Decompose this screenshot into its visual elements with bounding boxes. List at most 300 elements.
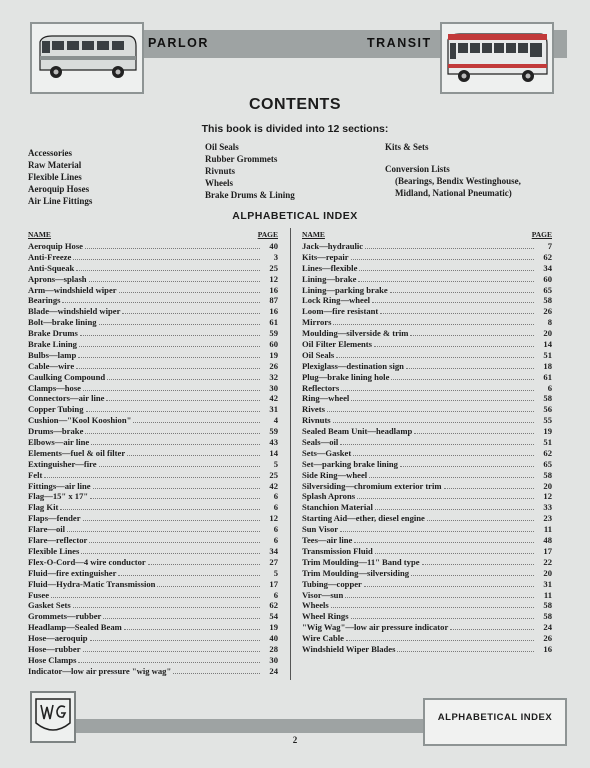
index-entry: [302, 426, 552, 437]
dot-leader: [76, 263, 260, 271]
index-entry-page: 30: [269, 654, 278, 665]
index-entry-name: Connectors—air line: [28, 393, 105, 404]
section-item: Raw Material: [28, 160, 82, 170]
index-entry-page: 51: [543, 349, 552, 360]
index-entry-name: Fluid—fire extinguisher: [28, 567, 117, 578]
index-entry: [302, 459, 552, 470]
index-entry: [302, 285, 552, 296]
dot-leader: [331, 600, 534, 608]
index-entry-page: 42: [269, 480, 278, 491]
index-entry-page: 58: [543, 393, 552, 404]
index-entry-name: Ring—wheel: [302, 393, 350, 404]
index-entry-page: 7: [547, 241, 552, 251]
conversion-detail: (Bearings, Bendix Westinghouse,: [395, 176, 521, 186]
dot-leader: [375, 546, 534, 554]
index-entry-name: Grommets—rubber: [28, 611, 102, 622]
section-item: Flexible Lines: [28, 172, 82, 182]
index-entry: [28, 415, 278, 426]
index-entry-page: 6: [273, 502, 278, 513]
index-entry-page: 4: [273, 415, 278, 426]
index-entry-name: Wheel Rings: [302, 611, 349, 622]
index-entry: [28, 361, 278, 372]
index-entry-name: Hose Clamps: [28, 654, 77, 665]
index-entry: [302, 306, 552, 317]
section-item: Rubber Grommets: [205, 154, 278, 164]
dot-leader: [450, 622, 534, 630]
index-entry-name: Anti-Squeak: [28, 262, 75, 273]
dot-leader: [118, 568, 260, 576]
dot-leader: [78, 350, 260, 358]
index-entry-name: Silversiding—chromium exterior trim: [302, 480, 442, 491]
index-entry-name: Hose—aeroquip: [28, 633, 88, 644]
index-entry-page: 34: [269, 545, 278, 556]
page-number: 2: [292, 735, 298, 745]
index-entry: [302, 437, 552, 448]
index-entry-name: Extinguisher—fire: [28, 458, 97, 469]
index-entry: [28, 524, 278, 535]
index-entry-name: Moulding—silverside & trim: [302, 328, 409, 339]
dot-leader: [81, 546, 260, 554]
index-entry-name: Lining—parking brake: [302, 284, 388, 295]
index-entry-page: 31: [543, 578, 552, 589]
index-entry: [302, 404, 552, 415]
parlor-bus-illustration: [30, 22, 144, 94]
index-entry-page: 24: [543, 622, 552, 633]
index-entry-page: 59: [269, 426, 278, 437]
dot-leader: [157, 579, 260, 587]
name-header: NAME: [302, 230, 325, 239]
index-entry-name: Indicator—low air pressure "wig wag": [28, 665, 172, 676]
index-entry-name: Fluid—Hydra-Matic Transmission: [28, 578, 156, 589]
index-entry-name: Trim Moulding—silversiding: [302, 567, 410, 578]
section-item: Rivnuts: [205, 166, 236, 176]
dot-leader: [89, 535, 260, 543]
index-entry-name: Bulbs—lamp: [28, 349, 77, 360]
index-entry: [302, 415, 552, 426]
section-item-conversion: Conversion Lists: [385, 164, 450, 174]
index-entry: [302, 383, 552, 394]
dot-leader: [365, 241, 534, 249]
index-entry: [28, 568, 278, 579]
index-column-header: [28, 229, 278, 240]
dot-leader: [333, 317, 534, 325]
index-entry-page: 5: [273, 567, 278, 578]
index-entry-name: Cushion—"Kool Kooshion": [28, 415, 132, 426]
index-entry: [302, 611, 552, 622]
index-entry: [302, 557, 552, 568]
dot-leader: [83, 644, 260, 652]
dot-leader: [173, 666, 260, 674]
index-entry-page: 62: [543, 447, 552, 458]
dot-leader: [358, 274, 534, 282]
index-entry-page: 19: [269, 622, 278, 633]
index-entry-page: 3: [273, 251, 278, 262]
dot-leader: [124, 622, 260, 630]
index-entry-page: 58: [543, 295, 552, 306]
dot-leader: [62, 295, 260, 303]
section-item: Air Line Fittings: [28, 196, 93, 206]
index-entry-name: Felt: [28, 469, 43, 480]
index-entry-page: 59: [269, 328, 278, 339]
index-entry-name: Kits—repair: [302, 251, 349, 262]
index-entry-name: Jack—hydraulic: [302, 241, 364, 251]
dot-leader: [119, 285, 260, 293]
index-entry-name: Cable—wire: [28, 360, 75, 371]
index-entry-page: 61: [543, 371, 552, 382]
index-entry: [28, 252, 278, 263]
index-entry-page: 14: [543, 339, 552, 350]
index-entry-name: Arm—windshield wiper: [28, 284, 117, 295]
index-entry-name: Brake Lining: [28, 339, 77, 350]
index-entry-name: Sun Visor: [302, 524, 339, 535]
index-entry-page: 40: [269, 633, 278, 644]
index-entry-name: Lock Ring—wheel: [302, 295, 371, 306]
index-entry-name: Hose—rubber: [28, 643, 81, 654]
index-entry-name: Lining—brake: [302, 273, 357, 284]
section-item: Aeroquip Hoses: [28, 184, 90, 194]
index-entry-name: Rivnuts: [302, 415, 331, 426]
index-entry: [28, 404, 278, 415]
index-entry: [302, 263, 552, 274]
page-header: PAGE: [257, 230, 278, 239]
section-item: Brake Drums & Lining: [205, 190, 295, 200]
index-entry-name: Lines—flexible: [302, 262, 358, 273]
index-entry: [28, 491, 278, 502]
index-entry-name: Aeroquip Hose: [28, 241, 83, 251]
index-entry-name: Flexible Lines: [28, 545, 80, 556]
index-entry-page: 19: [543, 426, 552, 437]
index-entry-name: Gasket Sets: [28, 600, 71, 611]
dot-leader: [351, 611, 534, 619]
index-entry-page: 25: [269, 262, 278, 273]
index-entry-name: Elbows—air line: [28, 437, 90, 448]
index-entry: [302, 590, 552, 601]
index-entry-name: Flare—oil: [28, 524, 66, 535]
dot-leader: [427, 513, 534, 521]
index-entry: [302, 481, 552, 492]
index-entry-name: Flag Kit: [28, 502, 59, 513]
index-entry-name: Transmission Fluid: [302, 545, 373, 556]
dot-leader: [73, 252, 260, 260]
index-entry-page: 62: [269, 600, 278, 611]
index-entry-page: 18: [543, 360, 552, 371]
index-entry-page: 60: [269, 339, 278, 350]
index-entry-name: Tees—air line: [302, 535, 353, 546]
index-entry: [28, 546, 278, 557]
index-entry: [28, 502, 278, 513]
index-entry-name: Oil Seals: [302, 349, 335, 360]
index-entry-page: 58: [543, 469, 552, 480]
index-entry: [302, 470, 552, 481]
dot-leader: [375, 502, 534, 510]
dot-leader: [346, 633, 534, 641]
dot-leader: [99, 317, 260, 325]
index-entry-page: 12: [269, 513, 278, 524]
index-entry: [28, 600, 278, 611]
index-entry: [302, 372, 552, 383]
index-entry-page: 58: [543, 600, 552, 611]
section-item: Wheels: [205, 178, 233, 188]
index-entry-page: 27: [269, 556, 278, 567]
index-entry-name: Oil Filter Elements: [302, 339, 373, 350]
index-entry: [28, 393, 278, 404]
index-entry-page: 33: [543, 502, 552, 513]
index-entry-page: 16: [543, 643, 552, 654]
index-entry-name: Anti-Freeze: [28, 251, 72, 262]
index-entry-page: 12: [269, 273, 278, 284]
index-entry-page: 19: [269, 349, 278, 360]
index-entry: [302, 600, 552, 611]
footer-label: ALPHABETICAL INDEX: [437, 712, 553, 723]
index-entry: [28, 372, 278, 383]
index-entry: [28, 590, 278, 601]
index-entry: [28, 328, 278, 339]
index-entry: [302, 393, 552, 404]
dot-leader: [333, 415, 534, 423]
contents-title: CONTENTS: [249, 96, 341, 113]
index-entry: [28, 241, 278, 252]
index-entry-page: 20: [543, 480, 552, 491]
dot-leader: [85, 241, 260, 249]
index-entry-name: Visor—sun: [302, 589, 344, 600]
index-entry-name: Starting Aid—ether, diesel engine: [302, 513, 425, 524]
index-entry: [28, 448, 278, 459]
index-entry: [28, 285, 278, 296]
sections-column-3: [385, 141, 521, 199]
index-entry-name: Plexiglass—destination sign: [302, 360, 404, 371]
header-title-parlor: PARLOR: [148, 36, 209, 50]
index-entry-name: Trim Moulding—11" Band type: [302, 556, 420, 567]
index-entry-name: "Wig Wag"—low air pressure indicator: [302, 622, 449, 633]
index-entry: [28, 633, 278, 644]
index-entry-page: 11: [543, 524, 552, 535]
dot-leader: [91, 437, 260, 445]
index-entry-page: 54: [269, 611, 278, 622]
dot-leader: [374, 339, 534, 347]
conversion-detail: Midland, National Pneumatic): [395, 188, 512, 198]
dot-leader: [89, 274, 260, 282]
index-entry-name: Seals—oil: [302, 437, 339, 448]
index-entry-name: Reflectors: [302, 382, 340, 393]
transit-bus-illustration: [440, 22, 554, 94]
index-entry: [28, 274, 278, 285]
index-entry-page: 20: [543, 567, 552, 578]
index-entry: [28, 644, 278, 655]
index-entry-name: Bearings: [28, 295, 61, 306]
index-entry-name: Elements—fuel & oil filter: [28, 447, 126, 458]
dot-leader: [391, 372, 534, 380]
index-entry-name: Tubing—copper: [302, 578, 362, 589]
index-entry-page: 58: [543, 611, 552, 622]
dot-leader: [351, 252, 534, 260]
index-entry: [302, 328, 552, 339]
dot-leader: [85, 426, 260, 434]
index-entry: [28, 666, 278, 677]
index-entry: [302, 361, 552, 372]
dot-leader: [410, 328, 534, 336]
index-entry: [28, 459, 278, 470]
index-entry-name: Flaps—fender: [28, 513, 81, 524]
index-entry-page: 6: [273, 491, 278, 502]
dot-leader: [411, 568, 534, 576]
index-entry-page: 22: [543, 556, 552, 567]
index-entry-page: 6: [547, 382, 552, 393]
index-entry: [302, 622, 552, 633]
dot-leader: [80, 328, 260, 336]
index-entry-name: Fittings—air line: [28, 480, 91, 491]
dot-leader: [127, 448, 260, 456]
header-title-transit: TRANSIT: [367, 36, 432, 50]
index-entry: [302, 295, 552, 306]
index-entry-page: 56: [543, 404, 552, 415]
dot-leader: [90, 491, 260, 499]
dot-leader: [107, 372, 260, 380]
index-entry: [28, 535, 278, 546]
index-entry-page: 60: [543, 273, 552, 284]
index-entry-name: Caulking Compound: [28, 371, 106, 382]
index-entry-name: Brake Drums: [28, 328, 78, 339]
index-entry: [28, 611, 278, 622]
index-entry-page: 16: [269, 306, 278, 317]
index-entry-name: Wheels: [302, 600, 329, 611]
index-entry-page: 17: [269, 578, 278, 589]
index-entry-page: 61: [269, 317, 278, 328]
index-entry-name: Plug—brake lining hole: [302, 371, 390, 382]
dot-leader: [444, 481, 534, 489]
index-entry: [302, 546, 552, 557]
dot-leader: [122, 306, 260, 314]
dot-leader: [397, 644, 534, 652]
index-entry-page: 25: [269, 469, 278, 480]
dot-leader: [76, 361, 260, 369]
dot-leader: [73, 600, 260, 608]
index-entry: [302, 252, 552, 263]
index-entry: [302, 339, 552, 350]
dot-leader: [44, 470, 260, 478]
index-entry-page: 26: [269, 360, 278, 371]
dot-leader: [60, 502, 260, 510]
index-entry-page: 43: [269, 437, 278, 448]
index-entry-page: 42: [269, 393, 278, 404]
dot-leader: [400, 459, 534, 467]
dot-leader: [106, 393, 260, 401]
index-entry-page: 30: [269, 382, 278, 393]
dot-leader: [340, 437, 534, 445]
dot-leader: [148, 557, 260, 565]
index-entry: [302, 241, 552, 252]
index-entry: [28, 470, 278, 481]
index-entry-name: Mirrors: [302, 317, 332, 328]
dot-leader: [51, 590, 260, 598]
contents-subtitle: This book is divided into 12 sections:: [201, 123, 389, 135]
index-entry: [302, 535, 552, 546]
sections-column-1: [28, 147, 92, 207]
dot-leader: [390, 285, 534, 293]
index-entry-name: Headlamp—Sealed Beam: [28, 622, 122, 633]
index-entry: [302, 350, 552, 361]
index-entry: [28, 513, 278, 524]
column-divider: [290, 228, 291, 680]
index-entry: [28, 263, 278, 274]
index-entry-page: 51: [543, 437, 552, 448]
index-entry-page: 14: [269, 447, 278, 458]
dot-leader: [83, 383, 260, 391]
index-entry-page: 6: [273, 524, 278, 535]
name-header: NAME: [28, 230, 51, 239]
index-entry-page: 55: [543, 415, 552, 426]
index-entry: [28, 579, 278, 590]
index-entry: [28, 655, 278, 666]
index-entry: [28, 437, 278, 448]
index-entry-name: Sets—Gasket: [302, 447, 352, 458]
dot-leader: [83, 513, 260, 521]
page-header: PAGE: [531, 230, 552, 239]
index-entry-name: Wire Cable: [302, 633, 344, 644]
index-entry-name: Splash Aprons: [302, 491, 356, 502]
index-entry-name: Flag—15" x 17": [28, 491, 89, 502]
index-entry-page: 48: [543, 535, 552, 546]
index-entry-page: 26: [543, 306, 552, 317]
dot-leader: [354, 535, 534, 543]
index-entry-page: 16: [269, 284, 278, 295]
index-entry-page: 20: [543, 328, 552, 339]
index-entry-name: Blade—windshield wiper: [28, 306, 121, 317]
index-entry-name: Loom—fire resistant: [302, 306, 379, 317]
index-entry-name: Drums—brake: [28, 426, 84, 437]
dot-leader: [336, 350, 534, 358]
index-entry-name: Windshield Wiper Blades: [302, 643, 396, 654]
index-entry-page: 87: [269, 295, 278, 306]
dot-leader: [327, 404, 534, 412]
index-entry: [302, 491, 552, 502]
dot-leader: [341, 383, 534, 391]
section-item-kits: Kits & Sets: [385, 142, 429, 152]
index-entry-name: Side Ring—wheel: [302, 469, 368, 480]
index-entry: [302, 448, 552, 459]
dot-leader: [345, 590, 534, 598]
dot-leader: [67, 524, 260, 532]
index-entry-name: Flex-O-Cord—4 wire conductor: [28, 556, 146, 567]
index-entry-name: Rivets: [302, 404, 325, 415]
index-entry-page: 17: [543, 545, 552, 556]
index-entry: [302, 568, 552, 579]
sections-column-2: [205, 141, 295, 201]
index-entry: [302, 579, 552, 590]
index-entry: [302, 274, 552, 285]
dot-leader: [364, 579, 534, 587]
index-entry-page: 11: [543, 589, 552, 600]
index-entry-page: 32: [269, 371, 278, 382]
index-entry-page: 23: [543, 513, 552, 524]
index-entry-page: 65: [543, 458, 552, 469]
index-entry-name: Set—parking brake lining: [302, 458, 398, 469]
index-entry: [302, 644, 552, 655]
index-entry-name: Fusee: [28, 589, 50, 600]
index-entry: [28, 339, 278, 350]
dot-leader: [414, 426, 534, 434]
index-entry-page: 65: [543, 284, 552, 295]
index-entry: [28, 426, 278, 437]
index-entry-page: 6: [273, 535, 278, 546]
index-entry: [28, 295, 278, 306]
index-entry-name: Bolt—brake lining: [28, 317, 97, 328]
index-entry-page: 24: [269, 665, 278, 676]
index-entry-page: 34: [543, 262, 552, 273]
alphabetical-index-title: ALPHABETICAL INDEX: [232, 210, 358, 222]
index-entry-name: Copper Tubing: [28, 404, 84, 415]
dot-leader: [406, 361, 534, 369]
dot-leader: [340, 524, 534, 532]
